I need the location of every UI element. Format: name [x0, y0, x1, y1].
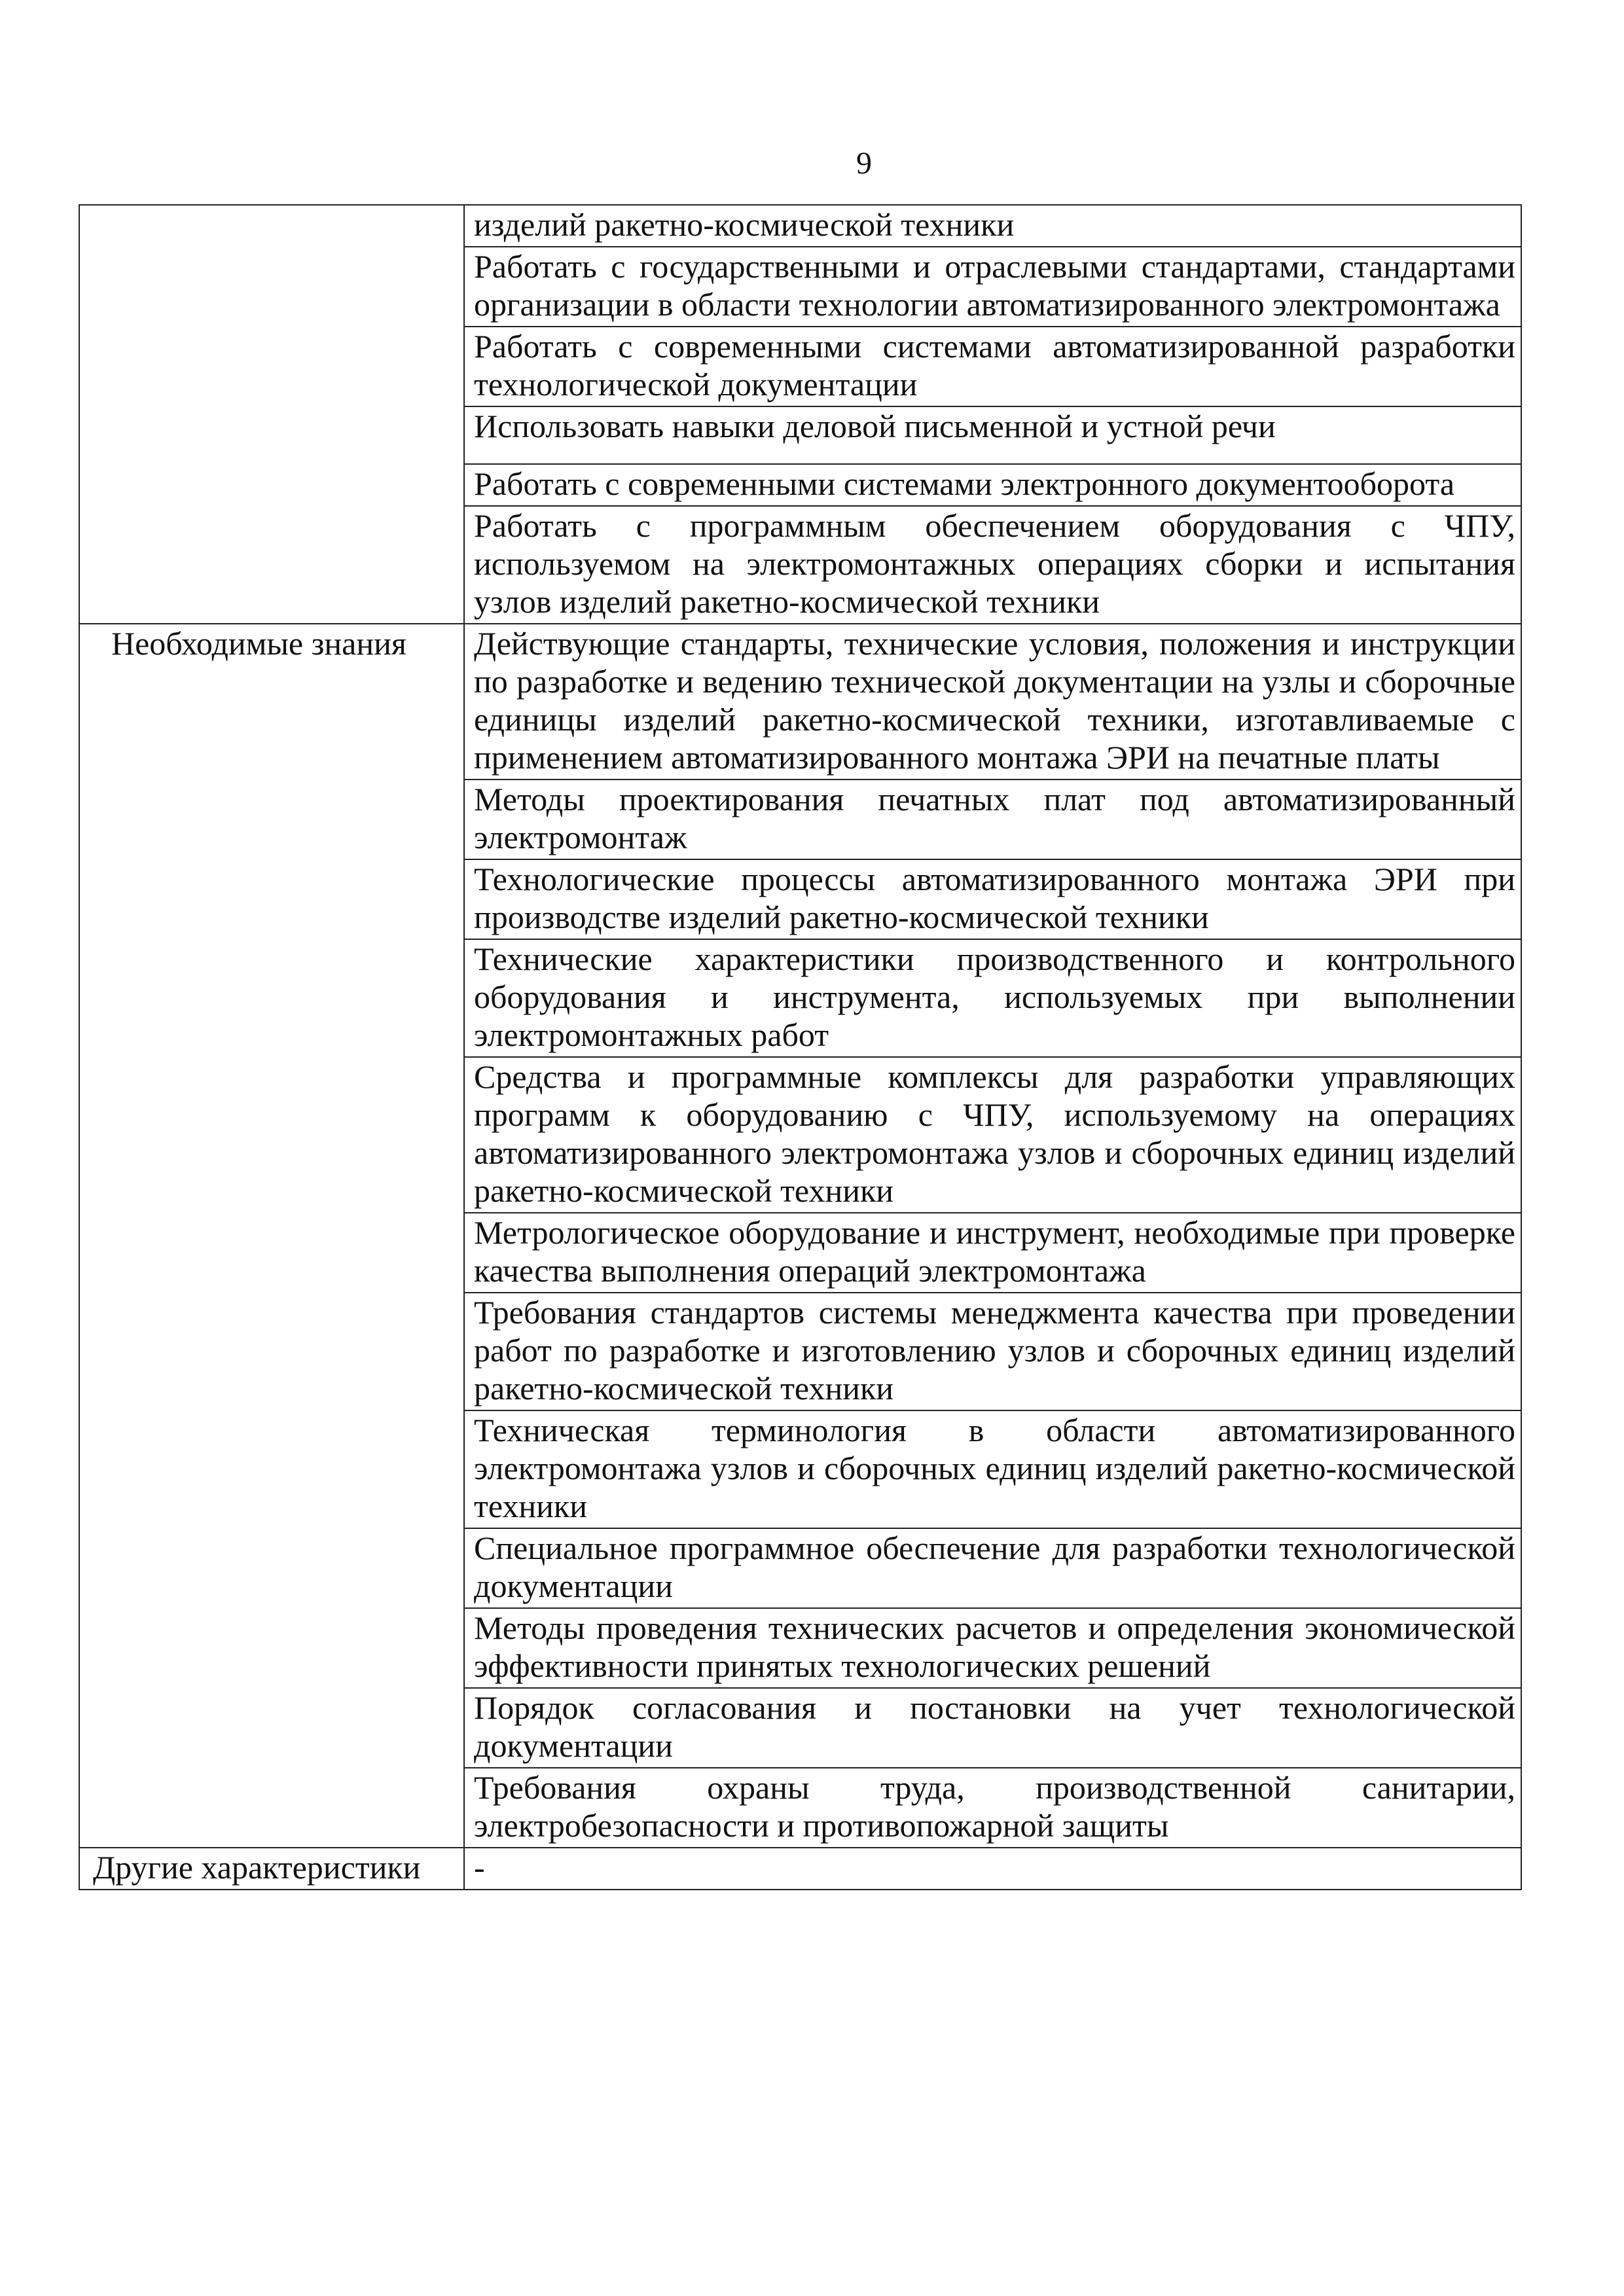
- requirements-table: [79, 204, 1522, 1890]
- knowledge-item: Методы проектирования печатных плат под автоматизированный электромонтаж: [464, 780, 1521, 859]
- knowledge-item: Техническая терминология в области автоматизированного электромонтажа узлов и сборочных единиц изделий ракетно-космической техники: [464, 1410, 1521, 1528]
- skills-group-label-cell: [79, 205, 464, 624]
- knowledge-item: Средства и программные комплексы для разработки управляющих программ к оборудованию с ЧПУ, используемому на операциях автоматизированного электромонтажа узлов и сборочных единиц изделий ракетно-космической техники: [464, 1057, 1521, 1213]
- knowledge-item: Методы проведения технических расчетов и определения экономической эффективности принятых технологических решений: [464, 1608, 1521, 1688]
- table-row: [79, 205, 1521, 247]
- knowledge-item: Требования стандартов системы менеджмента качества при проведении работ по разработке и изготовлению узлов и сборочных единиц изделий ракетно-космической техники: [464, 1293, 1521, 1410]
- knowledge-label: Необходимые знания: [79, 624, 464, 1848]
- skill-item: Работать с государственными и отраслевыми стандартами, стандартами организации в области технологии автоматизированного электромонтажа: [464, 247, 1521, 327]
- knowledge-item: Действующие стандарты, технические условия, положения и инструкции по разработке и ведению технической документации на узлы и сборочные единицы изделий ракетно-космической техники, изготавливаемые с применением автоматизированного монтажа ЭРИ на печатные платы: [464, 624, 1521, 780]
- other-characteristics-label: Другие характеристики: [79, 1848, 464, 1890]
- page-number: 9: [856, 146, 872, 181]
- skill-item: Работать с современными системами автоматизированной разработки технологической документации: [464, 327, 1521, 406]
- knowledge-item: Метрологическое оборудование и инструмент, необходимые при проверке качества выполнения операций электромонтажа: [464, 1213, 1521, 1293]
- knowledge-item: Технологические процессы автоматизированного монтажа ЭРИ при производстве изделий ракетно-космической техники: [464, 859, 1521, 939]
- skill-item: Работать с современными системами электронного документооборота: [464, 464, 1521, 506]
- skill-item: изделий ракетно-космической техники: [464, 205, 1521, 247]
- table-row: [79, 624, 1521, 780]
- knowledge-item: Требования охраны труда, производственной санитарии, электробезопасности и противопожарной защиты: [464, 1768, 1521, 1848]
- other-characteristics-value: -: [464, 1848, 1521, 1890]
- table-row: [79, 1848, 1521, 1890]
- knowledge-item: Порядок согласования и постановки на учет технологической документации: [464, 1688, 1521, 1768]
- skill-item: Работать с программным обеспечением оборудования с ЧПУ, используемом на электромонтажных операциях сборки и испытания узлов изделий ракетно-космической техники: [464, 506, 1521, 624]
- knowledge-item: Специальное программное обеспечение для разработки технологической документации: [464, 1528, 1521, 1608]
- skill-item: Использовать навыки деловой письменной и устной речи: [464, 406, 1521, 464]
- knowledge-item: Технические характеристики производственного и контрольного оборудования и инструмента, используемых при выполнении электромонтажных работ: [464, 939, 1521, 1057]
